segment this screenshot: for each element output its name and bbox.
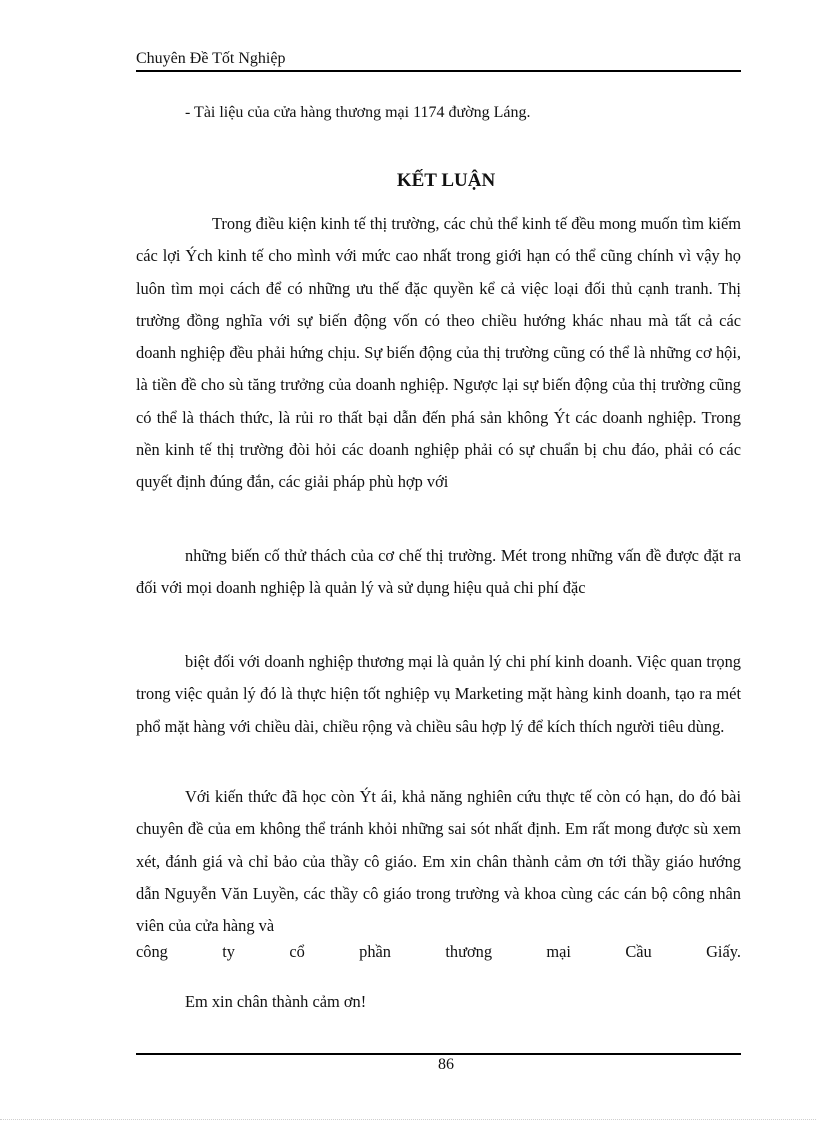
paragraph-3: biệt đối với doanh nghiệp thương mại là quản lý chi phí kinh doanh. Việc quan trọng trong việc quản lý đó là thực hiện tốt nghiệp vụ Marketing mặt hàng kinh doanh, tạo ra mét phổ mặt hàng với chiều dài, chiều rộng và chiều sâu hợp lý để kích thích người tiêu dùng. [136, 652, 741, 736]
paragraph-4: Với kiến thức đã học còn Ýt ái, khả năng nghiên cứu thực tế còn có hạn, do đó bài chuyên đề của em không thể tránh khỏi những sai sót nhất định. Em rất mong được sù xem xét, đánh giá và chỉ bảo của thầy cô giáo. Em xin chân thành cảm ơn tới thầy giáo hướng dẫn Nguyễn Văn Luyền, các thầy cô giáo trong trường và khoa cùng các cán bộ công nhân viên của cửa hàng và [136, 787, 741, 936]
paragraph-2: những biến cố thử thách của cơ chế thị trường. Mét trong những vấn đề được đặt ra đối với mọi doanh nghiệp là quản lý và sử dụng hiệu quả chi phí đặc [136, 546, 741, 598]
running-header: Chuyên Đề Tốt Nghiệp [136, 50, 286, 67]
word: mại [546, 942, 571, 961]
footer-rule [136, 1053, 741, 1055]
page-edge-divider [0, 1119, 816, 1120]
paragraph-4-last-line [136, 942, 741, 962]
paragraph-5: Em xin chân thành cảm ơn! [185, 992, 367, 1011]
page-number: 86 [438, 1056, 454, 1073]
source-reference: - Tài liệu của cửa hàng thương mại 1174 đường Láng. [185, 104, 531, 121]
header-rule [136, 70, 741, 72]
word: Cầu [625, 942, 652, 961]
section-title: KẾT LUẬN [396, 170, 496, 191]
word: thương [445, 942, 493, 961]
word: công [136, 942, 168, 961]
paragraph-1: Trong điều kiện kinh tế thị trường, các chủ thể kinh tế đều mong muốn tìm kiếm các lợi Ých kinh tế cho mình với mức cao nhất trong giới hạn có thể cũng chính vì vậy họ luôn tìm mọi cách để có những ưu thế đặc quyền kể cả việc loại đối thủ cạnh tranh. Thị trường đồng nghĩa với sự biến động vốn có theo chiều hướng khác nhau mà tất cả các doanh nghiệp đều phải hứng chịu. Sự biến động của thị trường cũng có thể là những cơ hội, là tiền đề cho sù tăng trưởng của doanh nghiệp. Ngược lại sự biến động của thị trường cũng có thể là thách thức, là rủi ro thất bại dẫn đến phá sản không Ýt các doanh nghiệp. Trong nền kinh tế thị trường đòi hỏi các doanh nghiệp phải có sự chuẩn bị chu đáo, phải có các quyết định đúng đắn, các giải pháp phù hợp với [136, 214, 741, 492]
word: phần [359, 942, 392, 961]
word: Giấy. [706, 942, 741, 961]
word: cổ [289, 942, 305, 961]
word: ty [222, 942, 235, 961]
